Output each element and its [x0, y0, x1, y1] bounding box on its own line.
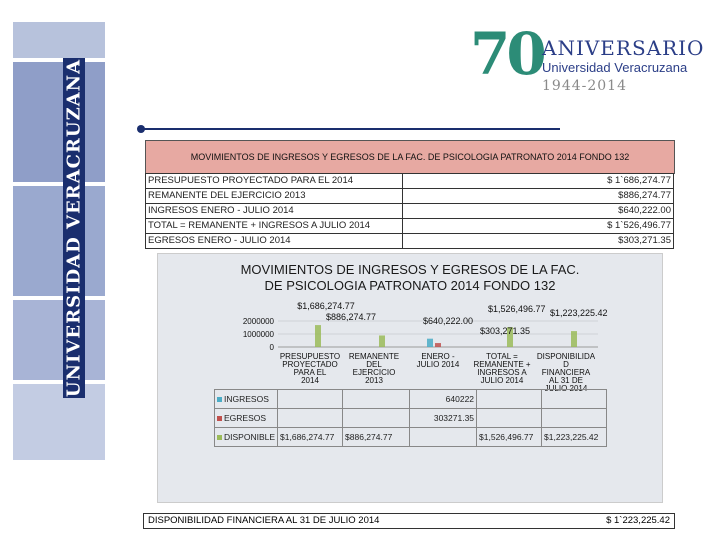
legend-label: INGRESOS [224, 394, 269, 404]
legend-egresos [215, 409, 278, 428]
x-tick-label: EJERCICIO [352, 368, 396, 377]
table-cell: $1,526,496.77 [477, 428, 542, 447]
table-cell: 640222 [410, 390, 477, 409]
x-tick-label: ENERO - [421, 352, 455, 361]
x-tick-label: PARA EL [293, 368, 327, 377]
logo-number: 70 [470, 20, 543, 88]
legend-label: DISPONIBLE [224, 432, 276, 442]
legend-swatch [217, 435, 222, 440]
x-tick-label: DEL [366, 360, 382, 369]
sidebar-tile [13, 300, 105, 380]
bar-disponible [571, 331, 577, 347]
legend-ingresos [215, 390, 278, 409]
sidebar-tile [13, 22, 105, 58]
sidebar-decoration [13, 22, 105, 460]
row-value: $ 1`526,496.77 [403, 219, 674, 234]
x-tick-label: DISPONIBILIDA [536, 352, 596, 361]
footer-label: DISPONIBILIDAD FINANCIERA AL 31 DE JULIO 2014 [148, 515, 380, 526]
table-row [146, 174, 674, 189]
logo-line2: Universidad Veracruzana [542, 60, 688, 75]
chart-data-table [214, 389, 607, 447]
x-tick-label: JULIO 2014 [416, 360, 460, 369]
table-cell [343, 390, 410, 409]
x-tick-label: JULIO 2014 [544, 384, 588, 393]
y-tick-label: 2000000 [242, 317, 274, 326]
legend-label: EGRESOS [224, 413, 267, 423]
table-cell: $1,223,225.42 [542, 428, 607, 447]
row-label: EGRESOS ENERO - JULIO 2014 [146, 234, 403, 249]
row-label: TOTAL = REMANENTE + INGRESOS A JULIO 2014 [146, 219, 403, 234]
table-cell: $1,686,274.77 [278, 428, 343, 447]
legend-swatch [217, 416, 222, 421]
row-label: PRESUPUESTO PROYECTADO PARA EL 2014 [146, 174, 403, 189]
row-value: $ 1`686,274.77 [403, 174, 674, 189]
bar-disponible [315, 325, 321, 347]
report-banner [145, 140, 675, 174]
x-tick-label: REMANENTE + [473, 360, 531, 369]
x-tick-label: INGRESOS A [477, 368, 527, 377]
table-row [146, 204, 674, 219]
chart-title-line1: MOVIMIENTOS DE INGRESOS Y EGRESOS DE LA FAC. [240, 262, 580, 277]
chart-title-line2: DE PSICOLOGIA PATRONATO 2014 FONDO 132 [264, 278, 556, 293]
table-cell [477, 409, 542, 428]
x-tick-label: 2013 [365, 376, 383, 385]
x-tick-label: PRESUPUESTO [279, 352, 341, 361]
sidebar-tile [13, 384, 105, 460]
table-cell [278, 409, 343, 428]
row-value: $303,271.35 [403, 234, 674, 249]
legend-swatch [217, 397, 222, 402]
logo-line1: ANIVERSARIO [542, 36, 705, 60]
row-label: REMANENTE DEL EJERCICIO 2013 [146, 189, 403, 204]
x-tick-label: AL 31 DE [549, 376, 583, 385]
row-value: $640,222.00 [403, 204, 674, 219]
sidebar-tile [13, 62, 105, 182]
y-tick-label: 0 [269, 343, 274, 352]
x-tick-label: TOTAL = [486, 352, 518, 361]
x-tick-label: PROYECTADO [282, 360, 338, 369]
table-cell [542, 409, 607, 428]
row-label: INGRESOS ENERO - JULIO 2014 [146, 204, 403, 219]
data-label: $1,223,225.42 [550, 308, 608, 318]
bar-egresos [435, 343, 441, 347]
table-row [215, 428, 607, 447]
chart-svg [158, 254, 662, 502]
table-cell: $886,274.77 [343, 428, 410, 447]
anniversary-logo [470, 20, 705, 100]
x-tick-label: D [563, 360, 569, 369]
data-label: $886,274.77 [326, 312, 377, 322]
table-row [215, 390, 607, 409]
table-row [215, 409, 607, 428]
footer-box [143, 513, 675, 529]
sidebar-brand [63, 58, 85, 398]
data-label: $640,222.00 [423, 316, 474, 326]
x-tick-label: JULIO 2014 [480, 376, 524, 385]
divider-line [140, 128, 560, 130]
x-tick-label: FINANCIERA [541, 368, 591, 377]
table-cell [278, 390, 343, 409]
table-cell [410, 428, 477, 447]
logo-years: 1944-2014 [542, 78, 627, 94]
bar-disponible [379, 335, 385, 347]
table-cell [542, 390, 607, 409]
row-value: $886,274.77 [403, 189, 674, 204]
data-label: $1,686,274.77 [297, 301, 355, 311]
summary-table [145, 173, 674, 249]
sidebar-brand-text: UNIVERSIDAD VERACRUZANA [63, 58, 85, 398]
banner-title: MOVIMIENTOS DE INGRESOS Y EGRESOS DE LA FAC. DE PSICOLOGIA PATRONATO 2014 FONDO 132 [190, 152, 630, 162]
y-tick-label: 1000000 [242, 330, 274, 339]
legend-disponible [215, 428, 278, 447]
table-cell [477, 390, 542, 409]
table-cell [343, 409, 410, 428]
table-row [146, 219, 674, 234]
chart-area [157, 253, 663, 503]
sidebar-tile [13, 186, 105, 296]
x-tick-label: REMANENTE [348, 352, 400, 361]
table-row [146, 234, 674, 249]
bar-ingresos [427, 339, 433, 347]
footer-value: $ 1`223,225.42 [606, 515, 670, 526]
table-row [146, 189, 674, 204]
data-label: $303,271.35 [480, 326, 531, 336]
data-label: $1,526,496.77 [488, 304, 546, 314]
x-tick-label: 2014 [301, 376, 319, 385]
table-cell: 303271.35 [410, 409, 477, 428]
